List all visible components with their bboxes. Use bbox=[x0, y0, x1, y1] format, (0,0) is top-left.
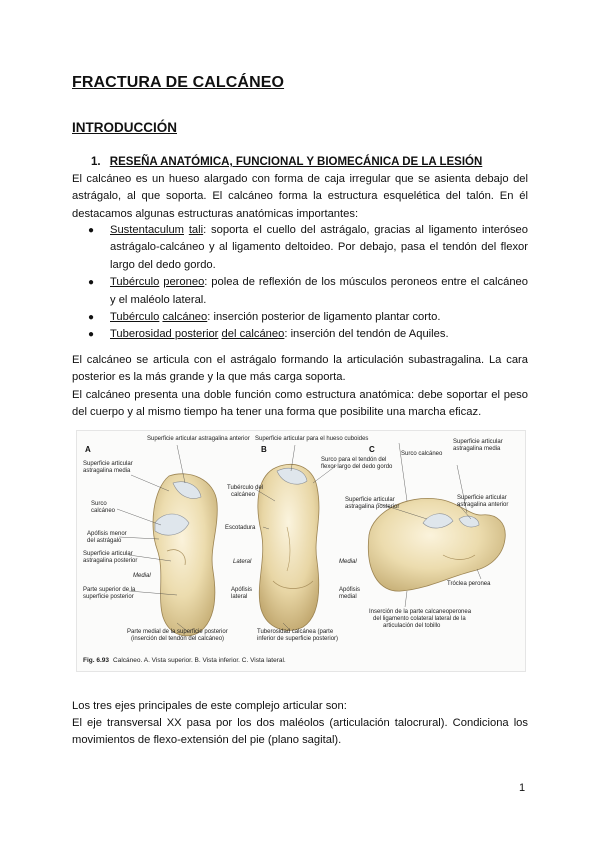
figure-label: Medial bbox=[339, 559, 357, 565]
bullet-icon: ● bbox=[88, 225, 95, 236]
bullet-term-cont: tali bbox=[188, 224, 204, 236]
page-number: 1 bbox=[519, 782, 526, 794]
figure-label: Surco calcáneo bbox=[401, 451, 443, 457]
figure-label: Superficie articular para el hueso cuboides bbox=[255, 436, 369, 442]
figure-label: Tubérculo del bbox=[227, 485, 264, 491]
section-heading: INTRODUCCIÓN bbox=[72, 120, 177, 135]
figure-label: flexor largo del dedo gordo bbox=[321, 464, 393, 470]
figure-label: astragalina media bbox=[453, 446, 501, 452]
figure-label: inferior de superficie posterior) bbox=[257, 636, 339, 642]
bone-view-c bbox=[368, 498, 505, 591]
bullet-text: : inserción posterior de ligamento plantar corto. bbox=[207, 311, 441, 324]
figure-label: del ligamento colateral lateral de la bbox=[373, 616, 466, 622]
figure-label: Superficie articular bbox=[83, 551, 133, 557]
bullet-term-cont: peroneo bbox=[163, 276, 205, 289]
figure-label: astragalina media bbox=[83, 468, 131, 474]
subsection-heading bbox=[91, 156, 482, 168]
figure-label: Surco para el tendón del bbox=[321, 457, 387, 463]
caption-number: Fig. 6.93 bbox=[83, 657, 110, 664]
figure-label: Tróclea peronea bbox=[447, 581, 491, 587]
document-title: FRACTURA DE CALCÁNEO bbox=[72, 74, 285, 91]
intro-paragraph: El calcáneo es un hueso alargado con forma de caja irregular que se asienta debajo del astrágalo, al que soporta. El calcáneo forma la estructura esquelética del talón. En él destacamos algunas estructuras anatómicas importantes: bbox=[72, 173, 528, 220]
list-item bbox=[88, 326, 528, 343]
list-item bbox=[88, 222, 528, 274]
figure-label: astragalina anterior bbox=[457, 502, 509, 508]
figure-label: Tuberosidad calcánea (parte bbox=[257, 629, 334, 635]
figure-label: medial bbox=[339, 594, 357, 600]
figure-label: Surco bbox=[91, 501, 107, 507]
figure-label: Superficie articular bbox=[457, 495, 507, 501]
figure-label: Apófisis bbox=[231, 587, 253, 593]
bone-view-a bbox=[153, 474, 217, 636]
figure-label: articulación del tobillo bbox=[383, 623, 441, 629]
figure-label: (inserción del tendón del calcáneo) bbox=[131, 636, 225, 642]
bullet-term: Tubérculo bbox=[110, 276, 160, 289]
figure-label: del astrágalo bbox=[87, 538, 122, 544]
subsection-number: 1. bbox=[91, 156, 101, 168]
figure-label: astragalina posterior bbox=[83, 558, 138, 564]
paragraph-articulation: El calcáneo se articula con el astrágalo formando la articulación subastragalina. La cara posterior es la más grande y la que más carga soporta. bbox=[72, 354, 528, 384]
figure-label: Escotadura bbox=[225, 525, 256, 531]
bullet-term-cont: del calcáneo bbox=[221, 328, 285, 341]
figure-label: Lateral bbox=[233, 559, 252, 565]
bullet-text: : inserción del tendón de Aquiles. bbox=[284, 328, 449, 341]
bullet-term-cont: calcáneo bbox=[162, 311, 208, 324]
bullet-text: : polea de reflexión de los músculos peroneos entre el calcáneo y el maléolo lateral. bbox=[110, 276, 528, 306]
anatomy-bullet-list bbox=[88, 222, 528, 344]
bullet-term: Tuberosidad posterior bbox=[110, 328, 219, 341]
figure-label: Apófisis menor bbox=[87, 531, 127, 537]
figure-letter-b: B bbox=[261, 445, 267, 454]
figure-label: astragalina posterior bbox=[345, 504, 400, 510]
bullet-icon: ● bbox=[88, 312, 95, 324]
paragraph-axes: Los tres ejes principales de este complejo articular son: bbox=[72, 700, 347, 712]
list-item bbox=[88, 274, 528, 309]
calcaneus-figure bbox=[76, 430, 526, 672]
figure-label: Superficie articular bbox=[83, 461, 133, 467]
figure-label: Superficie articular bbox=[345, 497, 395, 503]
figure-letter-a: A bbox=[85, 445, 91, 454]
list-item bbox=[88, 309, 528, 326]
figure-label: calcáneo bbox=[231, 492, 256, 498]
figure-label: Parte superior de la bbox=[83, 587, 136, 593]
figure-label: calcáneo bbox=[91, 508, 116, 514]
figure-label: Superficie articular bbox=[453, 439, 503, 445]
figure-label: Inserción de la parte calcaneoperonea bbox=[369, 609, 472, 615]
figure-label: Parte medial de la superficie posterior bbox=[127, 629, 228, 635]
paragraph-function: El calcáneo presenta una doble función como estructura anatómica: debe soportar el peso del cuerpo y al mismo tiempo ha tener una forma que posibilite una marcha eficaz. bbox=[72, 389, 528, 419]
figure-letter-c: C bbox=[369, 445, 375, 454]
figure-label: lateral bbox=[231, 594, 248, 600]
figure-label: Superficie articular astragalina anterior bbox=[147, 436, 250, 442]
subsection-title: RESEÑA ANATÓMICA, FUNCIONAL Y BIOMECÁNICA DE LA LESIÓN bbox=[109, 156, 483, 168]
bullet-term: Tubérculo bbox=[110, 311, 160, 324]
figure-caption bbox=[83, 657, 286, 664]
figure-label: Apófisis bbox=[339, 587, 361, 593]
bullet-text: : soporta el cuello del astrágalo, gracias al ligamento interóseo astrágalo-calcáneo y al ligamento deltoideo. Por debajo, pasa el tendón del flexor largo del dedo gordo. bbox=[110, 224, 528, 271]
bone-view-b bbox=[258, 464, 319, 630]
paragraph-transverse-axis: El eje transversal XX pasa por los dos maléolos (articulación talocrural). Condiciona los movimientos de flexo-extensión del pie (plano sagital). bbox=[72, 717, 528, 747]
bullet-icon: ● bbox=[88, 277, 95, 289]
figure-label: Medial bbox=[133, 573, 151, 579]
caption-text: Calcáneo. A. Vista superior. B. Vista inferior. C. Vista lateral. bbox=[113, 657, 286, 664]
bullet-icon: ● bbox=[88, 329, 95, 341]
bullet-term: Sustentaculum bbox=[110, 224, 185, 236]
figure-label: superficie posterior bbox=[83, 594, 134, 600]
